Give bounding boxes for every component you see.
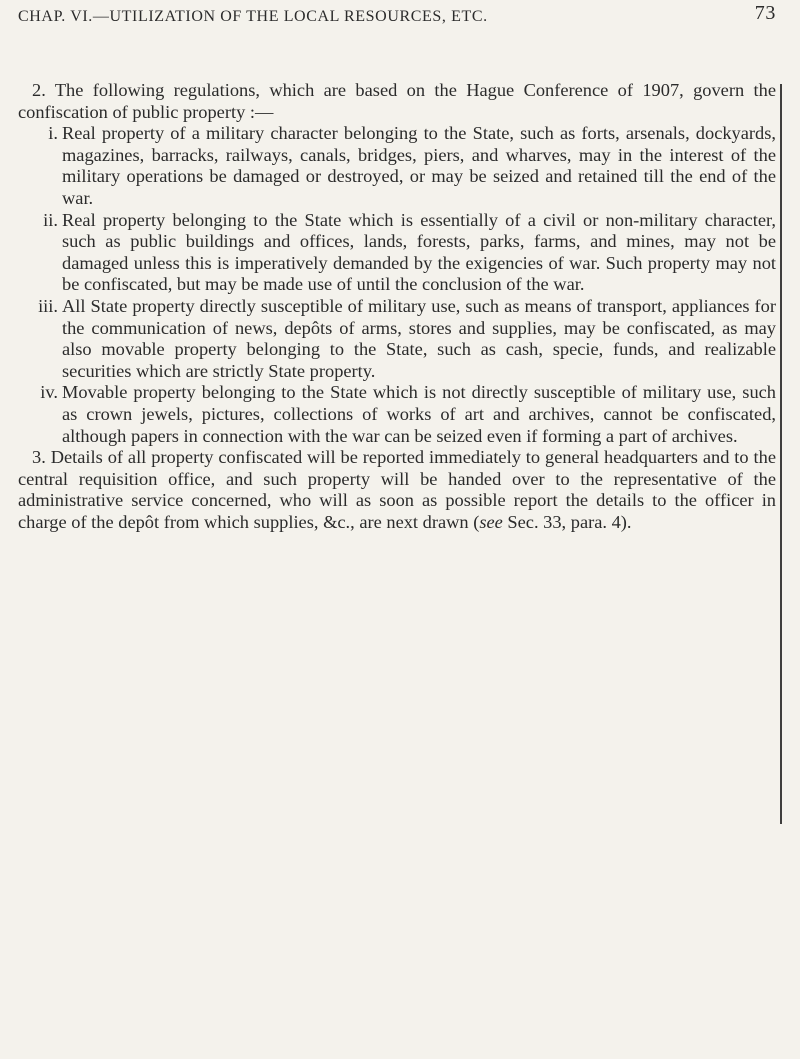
page-number: 73 [754,2,776,24]
chapter-title: CHAP. VI.—UTILIZATION OF THE LOCAL RESOURCES, ETC. [18,8,488,25]
list-item-text: Real property belonging to the State which is essentially of a civil or non-military character, such as public buildings and offices, lands, forests, parks, farms, and mines, may not be damaged unless this is imperatively demanded by the exigencies of war. Such property may not be confiscated, but may be made use of until the conclusion of the war. [62,209,776,295]
paragraph-text: Details of all property confiscated will be reported immediately to general headquarters and to the central requisition office, and such property will be handed over to the representative of the administrative service concerned, who will as soon as possible report the details to the officer in charge of the depôt from which supplies, &c., are next drawn ( [18,447,776,532]
paragraph-tail: Sec. 33, para. 4). [502,511,632,532]
paragraph-number: 3. [32,447,46,468]
list-item [18,382,776,447]
paragraph-2 [18,80,776,123]
list-item-text: Movable property belonging to the State which is not directly susceptible of military use, such as crown jewels, pictures, collections of works of art and archives, cannot be confiscated, although papers in connection with the war can be seized even if forming a part of archives. [62,382,776,446]
list-item [18,123,776,209]
see-reference: see [479,511,503,532]
running-header [18,2,782,32]
list-item-number: iv. [40,382,58,403]
list-item-text: All State property directly susceptible of military use, such as means of transport, appliances for the communication of news, depôts of arms, stores and supplies, may be confiscated, as may also movable property belonging to the State, such as cash, specie, funds, and realizable securities which are strictly State property. [62,295,776,381]
page-body [18,80,776,533]
paragraph-text: The following regulations, which are based on the Hague Conference of 1907, govern the confiscation of public property :— [18,80,776,122]
margin-rule [780,84,782,824]
list-item [18,296,776,382]
list-item [18,210,776,296]
paragraph-3 [18,447,776,533]
list-item-number: iii. [38,295,58,316]
list-item-text: Real property of a military character belonging to the State, such as forts, arsenals, dockyards, magazines, barracks, railways, canals, bridges, piers, and wharves, may in the interest of the military operations be damaged or destroyed, or may be seized and retained till the end of the war. [62,123,776,208]
paragraph-number: 2. [32,80,46,100]
list-item-number: i. [48,123,58,144]
list-item-number: ii. [43,209,58,230]
